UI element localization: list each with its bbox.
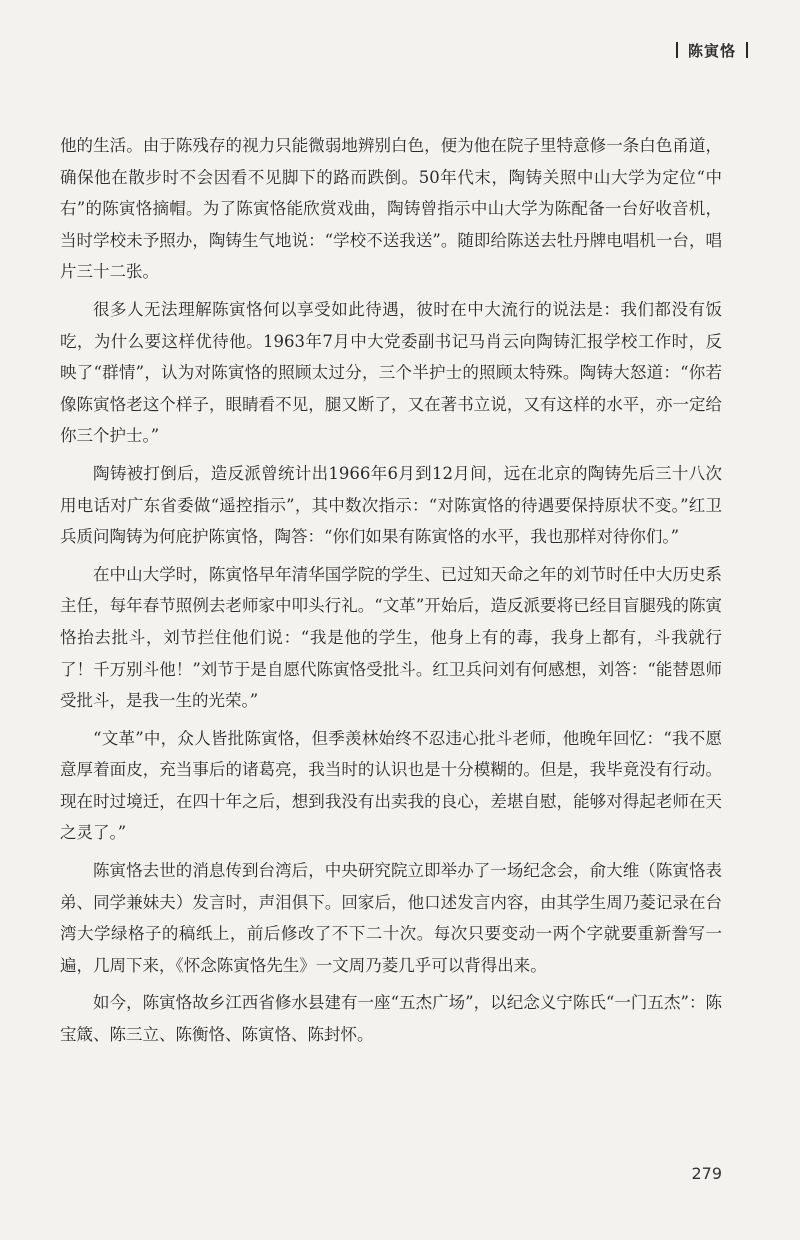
body-text (60, 130, 722, 1057)
paragraph-6: 陈寅恪去世的消息传到台湾后，中央研究院立即举办了一场纪念会，俞大维（陈寅恪表弟、同学兼妹夫）发言时，声泪俱下。回家后，他口述发言内容，由其学生周乃菱记录在台湾大学绿格子的稿纸上，前后修改了不下二十次。每次只要变动一两个字就要重新誊写一遍，几周下来，《怀念陈寅恪先生》一文周乃菱几乎可以背得出来。 (60, 861, 722, 975)
running-header (666, 40, 758, 61)
page-number: 279 (691, 1164, 722, 1183)
paragraph-2: 很多人无法理解陈寅恪何以享受如此待遇，彼时在中大流行的说法是：我们都没有饭吃，为什么要这样优待他。1963年7月中大党委副书记马肖云向陶铸汇报学校工作时，反映了“群情”，认为对陈寅恪的照顾太过分，三个半护士的照顾太特殊。陶铸大怒道：“你若像陈寅恪老这个样子，眼睛看不见，腿又断了，又在著书立说，又有这样的水平，亦一定给你三个护士。” (60, 299, 722, 446)
paragraph-4: 在中山大学时，陈寅恪早年清华国学院的学生、已过知天命之年的刘节时任中大历史系主任，每年春节照例去老师家中叩头行礼。“文革”开始后，造反派要将已经目盲腿残的陈寅恪抬去批斗，刘节拦住他们说：“我是他的学生，他身上有的毒，我身上都有，斗我就行了！千万别斗他！”刘节于是自愿代陈寅恪受批斗。红卫兵问刘有何感想，刘答：“能替恩师受批斗，是我一生的光荣。” (60, 564, 722, 711)
paragraph-5: “文革”中，众人皆批陈寅恪，但季羡林始终不忍违心批斗老师，他晚年回忆：“我不愿意厚着面皮，充当事后的诸葛亮，我当时的认识也是十分模糊的。但是，我毕竟没有行动。现在时过境迁，在四十年之后，想到我没有出卖我的良心，差堪自慰，能够对得起老师在天之灵了。” (60, 728, 722, 843)
running-title: 陈寅恪 (687, 42, 736, 60)
header-left-bar (676, 42, 678, 58)
paragraph-1: 他的生活。由于陈残存的视力只能微弱地辨别白色，便为他在院子里特意修一条白色甬道，确保他在散步时不会因看不见脚下的路而跌倒。50年代末，陶铸关照中山大学为定位“中右”的陈寅恪摘帽。为了陈寅恪能欣赏戏曲，陶铸曾指示中山大学为陈配备一台好收音机，当时学校未予照办，陶铸生气地说：“学校不送我送”。随即给陈送去牡丹牌电唱机一台，唱片三十二张。 (60, 136, 722, 282)
header-right-bar (746, 42, 748, 58)
paragraph-7: 如今，陈寅恪故乡江西省修水县建有一座“五杰广场”，以纪念义宁陈氏“一门五杰”：陈宝箴、陈三立、陈衡恪、陈寅恪、陈封怀。 (60, 993, 722, 1045)
paragraph-3: 陶铸被打倒后，造反派曾统计出1966年6月到12月间，远在北京的陶铸先后三十八次用电话对广东省委做“遥控指示”，其中数次指示：“对陈寅恪的待遇要保持原状不变。”红卫兵质问陶铸为何庇护陈寅恪，陶答：“你们如果有陈寅恪的水平，我也那样对待你们。” (60, 463, 722, 547)
